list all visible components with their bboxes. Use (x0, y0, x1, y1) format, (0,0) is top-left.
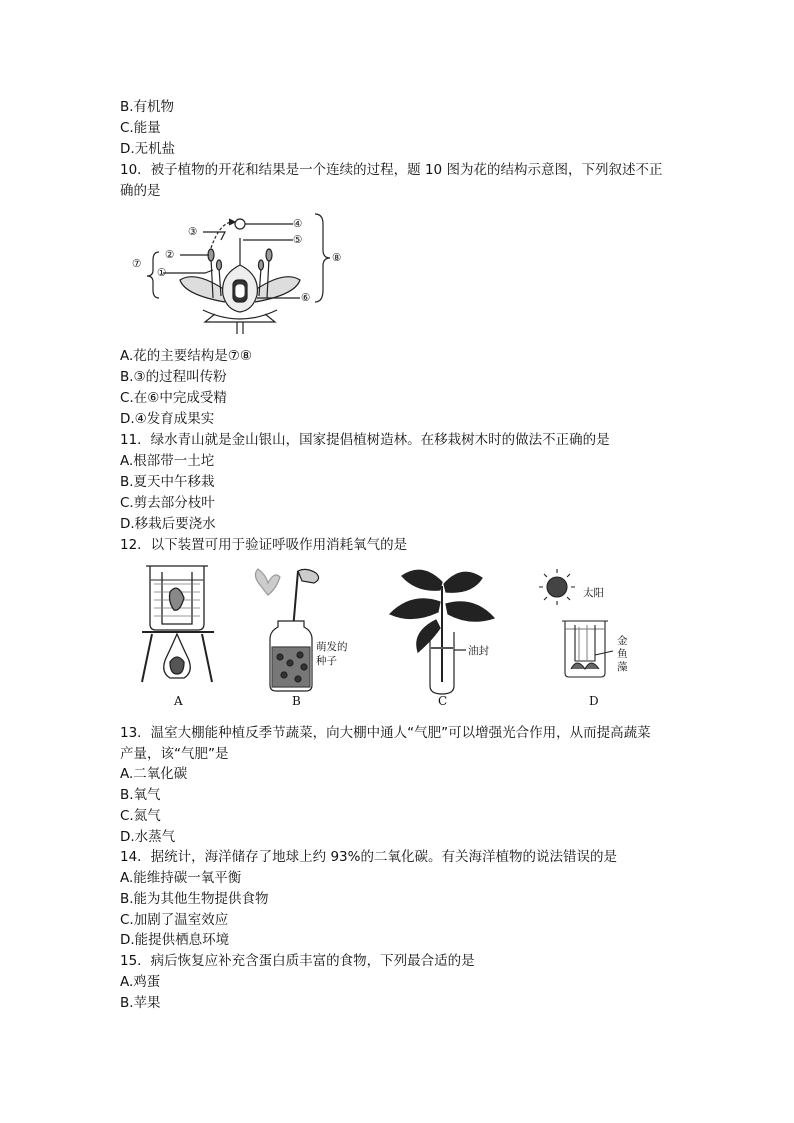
q13-option-a: A.二氧化碳 (120, 766, 188, 782)
apparatus-c-svg (382, 562, 512, 712)
q10-option-a: A.花的主要结构是⑦⑧ (120, 348, 252, 364)
q14-option-d: D.能提供栖息环境 (120, 932, 230, 948)
apparatus-a (140, 562, 220, 712)
label-5: ⑤ (293, 234, 303, 246)
q13-stem-line1: 13．温室大棚能种植反季节蔬菜，向大棚中通人“气肥”可以增强光合作用，从而提高蔬菜 (120, 725, 651, 741)
q15-option-a: A.鸡蛋 (120, 974, 161, 990)
label-6: ⑥ (301, 292, 311, 304)
sun-icon (547, 577, 567, 597)
q9-option-d: D.无机盐 (120, 141, 176, 157)
q10-option-d: D.④发育成果实 (120, 411, 215, 427)
apparatus-b (250, 567, 360, 712)
q14-option-c: C.加剧了温室效应 (120, 912, 229, 928)
q11-stem: 11．绿水青山就是金山银山，国家提倡植树造林。在移栽树木时的做法不正确的是 (120, 432, 610, 448)
label-goldfish-weed-3: 藻 (617, 661, 628, 673)
q15-stem: 15．病后恢复应补充含蛋白质丰富的食物，下列最合适的是 (120, 953, 475, 969)
caption-d: D (589, 694, 599, 708)
caption-a: A (174, 694, 183, 708)
q14-option-b: B.能为其他生物提供食物 (120, 891, 269, 907)
apparatus-b-svg (250, 567, 360, 712)
label-goldfish-weed-2: 鱼 (617, 648, 628, 660)
label-7: ⑦ (132, 258, 142, 270)
q11-option-b: B.夏天中午移栽 (120, 474, 215, 490)
label-oil-seal: 油封 (468, 645, 489, 657)
label-4: ④ (293, 218, 303, 230)
q14-option-a: A.能维持碳一氧平衡 (120, 870, 242, 886)
apparatus-a-svg (140, 562, 220, 712)
apparatus-d (535, 565, 645, 712)
label-3: ③ (188, 226, 198, 238)
q10-option-c: C.在⑥中完成受精 (120, 390, 227, 406)
label-1: ① (157, 267, 167, 279)
q13-stem-line2: 产量，该“气肥”是 (120, 746, 229, 762)
apparatus-c (382, 562, 512, 712)
label-germinating: 萌发的 (316, 641, 348, 653)
q13-option-d: D.水蒸气 (120, 829, 176, 845)
q14-stem: 14．据统计，海洋储存了地球上约 93%的二氧化碳。有关海洋植物的说法错误的是 (120, 849, 617, 865)
label-sun: 太阳 (583, 587, 604, 599)
caption-b: B (292, 694, 301, 708)
label-goldfish-weed-1: 金 (617, 635, 628, 647)
q11-option-c: C.剪去部分枝叶 (120, 495, 215, 511)
label-8: ⑧ (332, 252, 342, 264)
q10-stem-line2: 确的是 (120, 183, 161, 199)
q13-option-b: B.氧气 (120, 787, 161, 803)
q13-option-c: C.氮气 (120, 808, 161, 824)
label-2: ② (165, 249, 175, 261)
q15-option-b: B.苹果 (120, 995, 161, 1011)
q10-stem-line1: 10．被子植物的开花和结果是一个连续的过程，题 10 图为花的结构示意图，下列叙述不正 (120, 162, 663, 178)
q10-option-b: B.③的过程叫传粉 (120, 369, 227, 385)
q9-option-c: C.能量 (120, 120, 161, 136)
label-seeds: 种子 (316, 655, 337, 667)
q11-option-a: A.根部带一土坨 (120, 453, 215, 469)
caption-c: C (438, 694, 448, 708)
q12-stem: 12．以下装置可用于验证呼吸作用消耗氧气的是 (120, 537, 408, 553)
q9-option-b: B.有机物 (120, 99, 175, 115)
q11-option-d: D.移栽后要浇水 (120, 516, 216, 532)
flower-structure-diagram (125, 210, 365, 335)
